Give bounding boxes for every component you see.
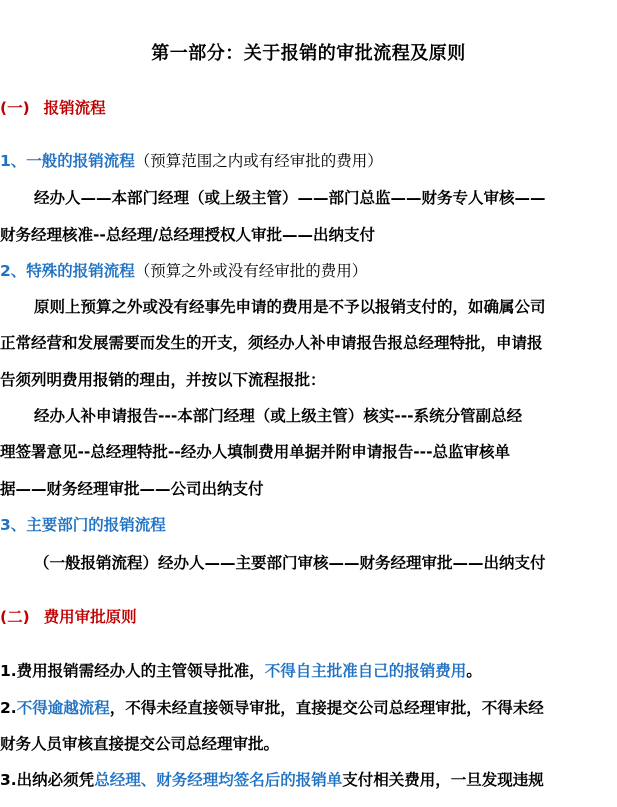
- section-number: (一): [0, 99, 30, 117]
- section-title: 报销流程: [43, 99, 106, 117]
- flow-line: 财务经理核准--总经理/总经理授权人审批——出纳支付: [0, 226, 376, 244]
- rule-2: [0, 698, 544, 718]
- rule-highlight: 不得自主批准自己的报销费用: [264, 662, 467, 680]
- item-heading-2: [0, 261, 367, 281]
- flow-line: 据——财务经理审批——公司出纳支付: [0, 480, 264, 498]
- rule-text: 支付相关费用，一旦发现违规: [342, 771, 544, 789]
- rule-text: 1.费用报销需经办人的主管领导批准，: [0, 662, 265, 680]
- flow-line: 经办人——本部门经理（或上级主管）——部门总监——财务专人审核——: [34, 189, 546, 207]
- paragraph-line: 正常经营和发展需要而发生的开支，须经办人补申请报告报总经理特批，申请报: [0, 334, 543, 352]
- rule-text: ，不得未经直接领导审批，直接提交公司总经理审批，不得未经: [109, 699, 544, 717]
- page-title: 第一部分：关于报销的审批流程及原则: [151, 43, 466, 64]
- rule-highlight: 总经理、财务经理均签名后的报销单: [94, 771, 343, 789]
- item-heading-1: [0, 151, 383, 171]
- item-note: （预算之外或没有经审批的费用）: [134, 262, 368, 280]
- paragraph-line: 原则上预算之外或没有经事先申请的费用是不予以报销支付的，如确属公司: [34, 298, 546, 316]
- section-title: 费用审批原则: [43, 608, 137, 626]
- rule-text: 3.出纳必须凭: [0, 771, 95, 789]
- item-note: （预算范围之内或有经审批的费用）: [134, 152, 383, 170]
- item-heading-3: 3、主要部门的报销流程: [0, 516, 166, 534]
- paragraph-line: 告须列明费用报销的理由，并按以下流程报批：: [0, 371, 326, 389]
- item-label: 2、特殊的报销流程: [0, 262, 135, 280]
- flow-line: （一般报销流程）经办人——主要部门审核——财务经理审批——出纳支付: [34, 554, 546, 572]
- item-label: 1、一般的报销流程: [0, 152, 135, 170]
- rule-text: 。: [466, 662, 482, 680]
- rule-1: [0, 661, 482, 681]
- section-heading-2: [0, 607, 137, 627]
- section-number: (二): [0, 608, 30, 626]
- rule-3: [0, 770, 544, 790]
- rule-2-continued: 财务人员审核直接提交公司总经理审批。: [0, 735, 280, 753]
- flow-line: 经办人补申请报告---本部门经理（或上级主管）核实---系统分管副总经: [34, 407, 523, 425]
- flow-line: 理签署意见--总经理特批--经办人填制费用单据并附申请报告---总监审核单: [0, 443, 511, 461]
- section-heading-1: [0, 98, 106, 118]
- rule-highlight: 不得逾越流程: [16, 699, 110, 717]
- rule-number: 2.: [0, 699, 17, 717]
